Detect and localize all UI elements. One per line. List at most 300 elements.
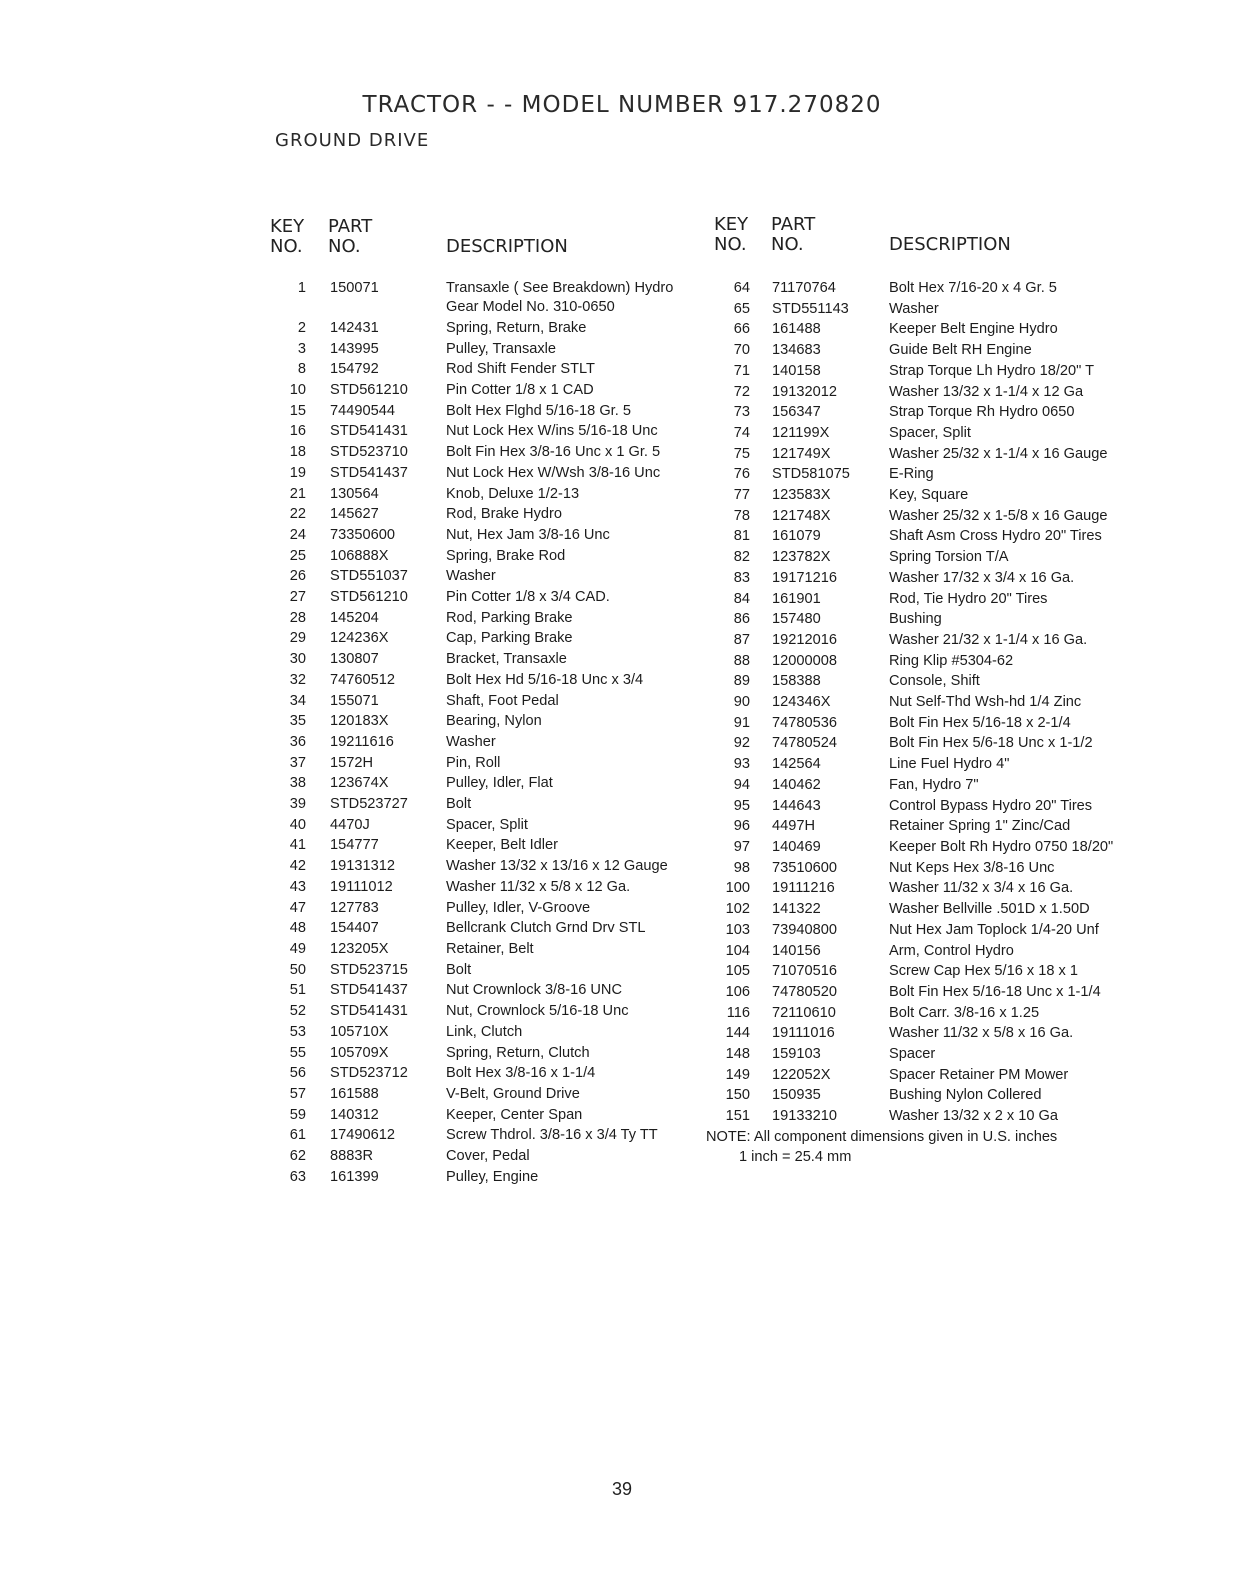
part-description: Washer 11/32 x 3/4 x 16 Ga. [889, 880, 1074, 897]
key-number: 66 [733, 321, 750, 338]
part-number: 157480 [772, 611, 821, 628]
key-number: 91 [733, 714, 750, 731]
table-row [714, 610, 1134, 629]
key-number: 75 [733, 445, 750, 462]
table-row [270, 464, 700, 483]
part-number: 19132012 [772, 383, 837, 400]
table-row [270, 422, 700, 441]
key-number: 87 [733, 631, 750, 648]
key-number: 55 [289, 1044, 306, 1061]
table-row [270, 609, 700, 628]
table-row [270, 1044, 700, 1063]
part-description: Arm, Control Hydro [889, 942, 1014, 959]
table-row [714, 776, 1134, 795]
part-description: Bearing, Nylon [446, 713, 542, 730]
key-number: 89 [733, 673, 750, 690]
part-description: Nut, Hex Jam 3/8-16 Unc [446, 526, 610, 543]
part-number: 73510600 [772, 859, 837, 876]
part-description: Bellcrank Clutch Grnd Drv STL [446, 920, 646, 937]
part-number: 145627 [330, 506, 379, 523]
part-number: 106888X [330, 547, 389, 564]
key-number: 48 [289, 920, 306, 937]
part-number: 123205X [330, 941, 389, 957]
key-number: 98 [733, 859, 750, 876]
table-row [270, 1147, 700, 1166]
table-row [270, 1064, 700, 1083]
part-number: 72110610 [772, 1004, 836, 1021]
part-number: 71170764 [772, 280, 836, 296]
part-number: 74760512 [330, 671, 395, 688]
part-number: 150935 [772, 1087, 821, 1104]
key-number: 42 [289, 858, 306, 875]
part-number: 124346X [772, 694, 831, 711]
part-description: Washer [446, 568, 496, 585]
part-number: 4497H [772, 818, 816, 835]
part-description: Washer 11/32 x 5/8 x 16 Ga. [889, 1025, 1074, 1042]
part-number: 19133210 [772, 1108, 837, 1125]
part-number: 159103 [772, 1046, 821, 1063]
key-number: 93 [733, 756, 750, 773]
key-number: 83 [733, 569, 750, 586]
key-number: 32 [289, 671, 306, 688]
table-header-right [714, 214, 1134, 279]
part-description: E-Ring [889, 466, 934, 483]
key-number: 57 [289, 1085, 306, 1102]
key-number: 25 [289, 547, 306, 564]
key-number: 34 [289, 692, 306, 709]
part-description: Keeper Bolt Rh Hydro 0750 18/20" [889, 838, 1114, 855]
part-number: 140158 [772, 362, 821, 379]
table-row [714, 817, 1134, 836]
part-number: STD523710 [330, 444, 408, 461]
table-row [270, 733, 700, 752]
table-row [270, 795, 700, 814]
table-row [270, 340, 700, 359]
key-number: 28 [289, 609, 306, 626]
header-key-line2: NO. [714, 234, 747, 255]
part-number: STD523715 [330, 961, 408, 978]
part-number: 142564 [772, 756, 821, 773]
part-number: 19171216 [772, 569, 837, 586]
part-number: 121748X [772, 507, 831, 524]
part-number: 154777 [330, 837, 379, 854]
note-line1: NOTE: All component dimensions given in U.S. inches [706, 1129, 1058, 1146]
part-description: Bolt Fin Hex 5/16-18 Unc x 1-1/4 [889, 983, 1101, 1000]
part-number: 121749X [772, 445, 831, 462]
key-number: 116 [726, 1004, 750, 1021]
part-description: Spring, Return, Clutch [446, 1044, 590, 1061]
part-description: Washer 17/32 x 3/4 x 16 Ga. [889, 569, 1075, 586]
part-description: Control Bypass Hydro 20" Tires [889, 797, 1093, 814]
header-description: DESCRIPTION [889, 234, 1011, 255]
part-number: 142431 [330, 319, 379, 336]
table-row [714, 362, 1134, 381]
part-description: Line Fuel Hydro 4" [889, 756, 1010, 773]
key-number: 103 [725, 921, 750, 938]
table-row [270, 1023, 700, 1042]
table-row [714, 859, 1134, 878]
part-number: 158388 [772, 673, 821, 690]
table-row [270, 629, 700, 648]
part-number: 73940800 [772, 921, 837, 938]
part-description: Rod Shift Fender STLT [446, 361, 595, 378]
key-number: 19 [289, 464, 306, 481]
table-row [714, 300, 1134, 319]
table-row [270, 712, 700, 731]
table-row [714, 631, 1134, 650]
part-number: STD541431 [330, 423, 408, 440]
table-row [270, 360, 700, 379]
part-number: 143995 [330, 340, 379, 357]
key-number: 150 [725, 1087, 750, 1104]
key-number: 84 [733, 590, 750, 607]
part-number: 19111216 [772, 880, 835, 897]
part-number: 161488 [772, 321, 821, 338]
key-number: 1 [297, 280, 306, 296]
header-part-line1: PART [328, 216, 373, 237]
table-row [270, 754, 700, 773]
key-number: 65 [733, 300, 750, 317]
part-number: STD523727 [330, 796, 408, 813]
part-number: STD551143 [772, 300, 849, 317]
part-description: Bolt Hex Hd 5/16-18 Unc x 3/4 [446, 671, 644, 688]
key-number: 43 [289, 878, 306, 895]
part-description: Washer 25/32 x 1-1/4 x 16 Gauge [889, 445, 1108, 462]
key-number: 144 [725, 1025, 750, 1042]
part-description: Spacer, Split [889, 424, 971, 441]
part-description: Washer 13/32 x 2 x 10 Ga [889, 1108, 1058, 1125]
key-number: 86 [733, 611, 750, 628]
table-row [270, 547, 700, 566]
table-row [714, 1024, 1134, 1043]
part-number: 141322 [772, 901, 821, 918]
table-row [270, 526, 700, 545]
table-row [270, 505, 700, 524]
part-description: Spring, Return, Brake [446, 319, 587, 336]
key-number: 30 [289, 651, 306, 668]
key-number: 40 [289, 816, 306, 833]
table-row [714, 1107, 1134, 1126]
key-number: 51 [289, 982, 306, 999]
part-number: 123583X [772, 487, 831, 504]
table-row [270, 588, 700, 607]
table-row [714, 1045, 1134, 1064]
key-number: 27 [289, 589, 306, 606]
table-row [270, 836, 700, 855]
table-row [714, 320, 1134, 339]
key-number: 26 [289, 568, 306, 585]
parts-table-right [706, 214, 1134, 1167]
part-description: Rod, Parking Brake [446, 609, 573, 626]
key-number: 82 [733, 549, 750, 566]
part-description: Shaft, Foot Pedal [446, 692, 559, 709]
part-description: Washer 13/32 x 1-1/4 x 12 Ga [889, 383, 1084, 400]
key-number: 71 [733, 362, 750, 379]
table-row [714, 672, 1134, 691]
key-number: 72 [733, 383, 750, 400]
note-line2: 1 inch = 25.4 mm [739, 1148, 852, 1165]
part-description: Nut Lock Hex W/ins 5/16-18 Unc [446, 423, 658, 440]
part-number: 150071 [330, 280, 379, 296]
part-number: 156347 [772, 404, 821, 421]
part-number: STD551037 [330, 568, 408, 585]
table-row [714, 734, 1134, 753]
part-number: 123782X [772, 549, 831, 566]
part-number: 140469 [772, 838, 821, 855]
table-row [714, 424, 1134, 443]
part-description: Nut Keps Hex 3/8-16 Unc [889, 859, 1055, 876]
part-number: 154792 [330, 361, 379, 378]
key-number: 50 [289, 961, 306, 978]
key-number: 73 [733, 404, 750, 421]
part-description: Key, Square [889, 487, 969, 504]
part-number: 161901 [772, 590, 821, 607]
part-number: 19131312 [330, 858, 395, 875]
table-row [714, 341, 1134, 360]
key-number: 88 [733, 652, 750, 669]
key-number: 41 [289, 837, 306, 854]
part-number: STD541437 [330, 464, 408, 481]
part-number: STD541431 [330, 1003, 408, 1020]
part-description: Cap, Parking Brake [446, 630, 573, 647]
table-row [714, 465, 1134, 484]
key-number: 52 [289, 1003, 306, 1020]
part-description: Pulley, Idler, Flat [446, 775, 553, 792]
header-part-line1: PART [771, 214, 816, 235]
section-title: GROUND DRIVE [275, 130, 430, 151]
header-part-line2: NO. [328, 236, 361, 257]
key-number: 90 [733, 694, 750, 711]
part-description: Spacer Retainer PM Mower [889, 1066, 1069, 1083]
part-description: Washer 13/32 x 13/16 x 12 Gauge [446, 858, 668, 875]
part-number: 154407 [330, 920, 379, 937]
table-row [714, 755, 1134, 774]
key-number: 100 [725, 880, 750, 897]
part-description: Bolt Fin Hex 3/8-16 Unc x 1 Gr. 5 [446, 444, 661, 461]
header-key-line2: NO. [270, 236, 303, 257]
part-description: Pulley, Transaxle [446, 340, 557, 357]
part-description: Washer [889, 300, 939, 317]
part-description: Bolt Hex Flghd 5/16-18 Gr. 5 [446, 402, 631, 419]
part-number: 105710X [330, 1023, 389, 1040]
table-row [270, 319, 700, 338]
key-number: 24 [289, 526, 306, 543]
part-number: 161588 [330, 1085, 379, 1102]
part-number: 105709X [330, 1044, 389, 1061]
part-description: Bolt Hex 7/16-20 x 4 Gr. 5 [889, 280, 1057, 296]
part-number: 19212016 [772, 631, 837, 648]
part-number: 73350600 [330, 526, 395, 543]
key-number: 76 [733, 466, 750, 483]
table-row [270, 816, 700, 835]
part-description: Pin Cotter 1/8 x 1 CAD [446, 382, 594, 399]
table-row [714, 983, 1134, 1002]
key-number: 105 [725, 963, 750, 980]
part-description: V-Belt, Ground Drive [446, 1085, 580, 1102]
parts-rows-left [270, 279, 700, 1187]
key-number: 29 [289, 630, 306, 647]
part-description: Pin, Roll [446, 754, 501, 771]
part-number: 74490544 [330, 402, 395, 419]
table-row [270, 485, 700, 504]
table-row [270, 692, 700, 711]
part-number: 123674X [330, 775, 389, 792]
table-row [270, 961, 700, 980]
key-number: 21 [289, 485, 306, 502]
part-description: Pin Cotter 1/8 x 3/4 CAD. [446, 589, 610, 606]
table-row [714, 797, 1134, 816]
part-description: Washer Bellville .501D x 1.50D [889, 901, 1090, 918]
table-row [270, 1085, 700, 1104]
dimension-note [706, 1128, 1134, 1166]
key-number: 149 [725, 1066, 750, 1083]
table-row [714, 1004, 1134, 1023]
table-row [714, 383, 1134, 402]
table-row [714, 693, 1134, 712]
part-description: Pulley, Engine [446, 1168, 539, 1185]
key-number: 106 [725, 983, 750, 1000]
table-row [270, 567, 700, 586]
key-number: 39 [289, 796, 306, 813]
key-number: 94 [733, 776, 750, 793]
table-row [714, 1086, 1134, 1105]
key-number: 92 [733, 735, 750, 752]
part-number: 155071 [330, 692, 379, 709]
key-number: 63 [289, 1168, 306, 1185]
part-description: Shaft Asm Cross Hydro 20" Tires [889, 528, 1102, 545]
key-number: 36 [289, 733, 306, 750]
part-description: Rod, Brake Hydro [446, 506, 562, 523]
part-description: Link, Clutch [446, 1023, 523, 1040]
part-description: Nut Hex Jam Toplock 1/4-20 Unf [889, 921, 1099, 938]
part-number: STD561210 [330, 382, 408, 399]
part-description: Bolt [446, 796, 472, 813]
page-title: TRACTOR - - MODEL NUMBER 917.270820 [362, 92, 882, 118]
part-description: Keeper Belt Engine Hydro [889, 321, 1058, 338]
part-description: Nut Lock Hex W/Wsh 3/8-16 Unc [446, 464, 661, 481]
part-number: 145204 [330, 609, 379, 626]
part-description: Bushing [889, 611, 942, 628]
part-number: 130807 [330, 651, 379, 668]
part-number: STD561210 [330, 589, 408, 606]
table-row [270, 279, 700, 317]
table-row [270, 1002, 700, 1021]
table-row [270, 878, 700, 897]
table-row [270, 650, 700, 669]
part-description: Nut Self-Thd Wsh-hd 1/4 Zinc [889, 694, 1082, 711]
key-number: 95 [733, 797, 750, 814]
parts-table-left [270, 217, 700, 1188]
part-number: 134683 [772, 342, 821, 359]
table-row [714, 548, 1134, 567]
part-number: 127783 [330, 899, 379, 916]
part-description: Bracket, Transaxle [446, 651, 567, 668]
part-description: Rod, Tie Hydro 20" Tires [889, 590, 1048, 607]
key-number: 49 [289, 941, 306, 957]
part-number: 71070516 [772, 963, 837, 980]
part-number: 4470J [330, 816, 370, 833]
part-description: Screw Thdrol. 3/8-16 x 3/4 Ty TT [446, 1127, 658, 1144]
key-number: 2 [297, 319, 306, 336]
part-description: Keeper, Center Span [446, 1106, 583, 1123]
part-description: Guide Belt RH Engine [889, 342, 1032, 359]
key-number: 16 [289, 423, 306, 440]
table-row [714, 921, 1134, 940]
part-description: Bushing Nylon Collered [889, 1087, 1042, 1104]
key-number: 15 [289, 402, 306, 419]
part-description: Strap Torque Lh Hydro 18/20" T [889, 362, 1095, 379]
part-number: STD541437 [330, 982, 408, 999]
part-description: Washer [446, 733, 496, 750]
table-row [270, 671, 700, 690]
key-number: 18 [289, 444, 306, 461]
part-description: Bolt Hex 3/8-16 x 1-1/4 [446, 1065, 596, 1082]
table-row [270, 940, 700, 959]
key-number: 81 [733, 528, 750, 545]
part-number: 161399 [330, 1168, 379, 1185]
table-row [714, 900, 1134, 919]
part-description: Bolt Fin Hex 5/6-18 Unc x 1-1/2 [889, 735, 1093, 752]
key-number: 8 [297, 361, 306, 378]
key-number: 3 [297, 340, 306, 357]
part-number: 161079 [772, 528, 821, 545]
key-number: 38 [289, 775, 306, 792]
table-row [714, 569, 1134, 588]
table-row [714, 403, 1134, 422]
part-number: 12000008 [772, 652, 837, 669]
key-number: 35 [289, 713, 306, 730]
part-number: 19211616 [330, 733, 394, 750]
part-number: STD581075 [772, 466, 850, 483]
part-description: Keeper, Belt Idler [446, 837, 558, 854]
page-number: 39 [611, 1479, 633, 1499]
part-description: Washer 25/32 x 1-5/8 x 16 Gauge [889, 507, 1108, 524]
part-description: Spacer, Split [446, 816, 528, 833]
key-number: 148 [725, 1046, 750, 1063]
key-number: 77 [733, 487, 750, 504]
part-description: Nut Crownlock 3/8-16 UNC [446, 982, 622, 999]
key-number: 47 [289, 899, 306, 916]
key-number: 53 [289, 1023, 306, 1040]
header-key-line1: KEY [714, 214, 749, 235]
part-number: 140312 [330, 1106, 379, 1123]
header-description: DESCRIPTION [446, 236, 568, 257]
key-number: 70 [733, 342, 750, 359]
table-row [714, 279, 1134, 298]
table-row [714, 942, 1134, 961]
part-description: Spring, Brake Rod [446, 547, 566, 564]
part-description: Transaxle ( See Breakdown) Hydro Gear Model No. 310-0650 [446, 280, 674, 316]
key-number: 78 [733, 507, 750, 524]
table-row [270, 1126, 700, 1145]
table-row [270, 919, 700, 938]
part-number: 74780520 [772, 983, 837, 1000]
part-description: Spring Torsion T/A [889, 549, 1009, 566]
key-number: 37 [289, 754, 306, 771]
part-number: 19111016 [772, 1025, 835, 1042]
header-key-line1: KEY [270, 216, 305, 237]
table-row [270, 899, 700, 918]
table-row [714, 714, 1134, 733]
table-row [714, 507, 1134, 526]
part-description: Bolt Fin Hex 5/16-18 x 2-1/4 [889, 714, 1071, 731]
part-description: Bolt [446, 961, 472, 978]
part-description: Screw Cap Hex 5/16 x 18 x 1 [889, 963, 1078, 980]
key-number: 102 [725, 901, 750, 918]
part-description: Nut, Crownlock 5/16-18 Unc [446, 1003, 629, 1020]
key-number: 97 [733, 838, 750, 855]
part-number: 120183X [330, 713, 389, 730]
